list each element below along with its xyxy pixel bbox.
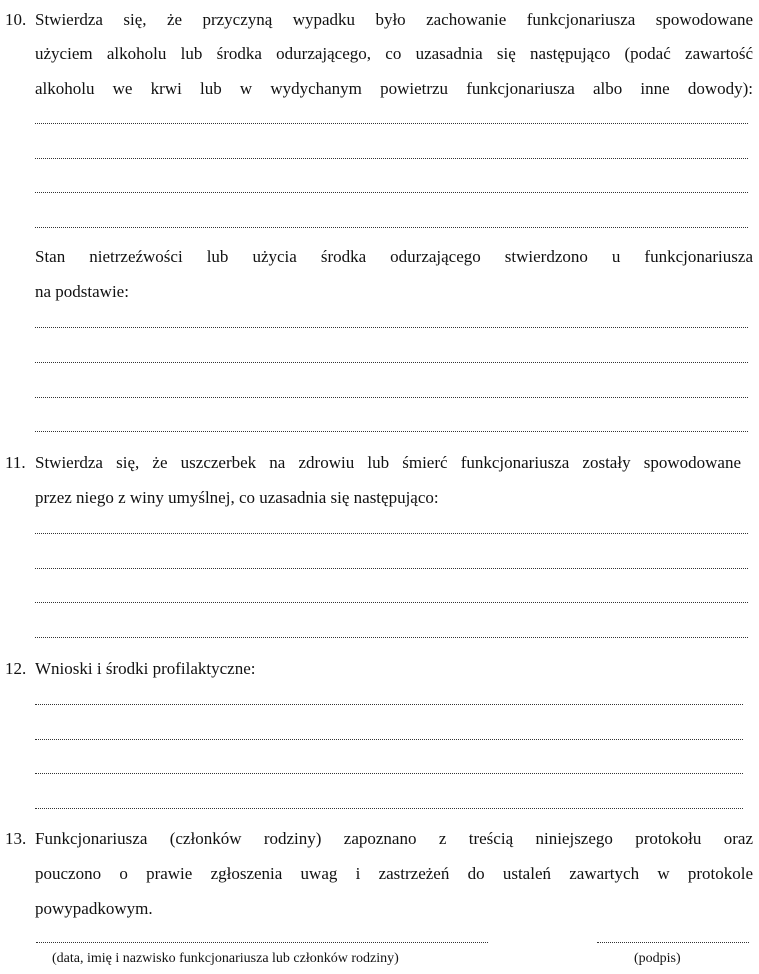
section-13-line-3: powypadkowym. <box>35 899 153 918</box>
section-10-sub-line-2: na podstawie: <box>35 282 129 301</box>
section-12-fill-line-1[interactable] <box>35 704 743 705</box>
date-name-caption: (data, imię i nazwisko funkcjonariusza lub członków rodziny) <box>52 951 399 966</box>
section-10-basis-fill-line-3[interactable] <box>35 397 748 398</box>
signature-caption: (podpis) <box>634 951 681 966</box>
section-10-number: 10. <box>5 10 27 29</box>
section-12-fill-line-2[interactable] <box>35 739 743 740</box>
section-10-basis-fill-line-2[interactable] <box>35 362 748 363</box>
section-13-line-1: Funkcjonariusza (członków rodziny) zapoznano z treścią niniejszego protokołu oraz <box>35 829 753 848</box>
section-10-fill-line-2[interactable] <box>35 158 748 159</box>
section-12-fill-line-4[interactable] <box>35 808 743 809</box>
section-10-line-1: Stwierdza się, że przyczyną wypadku było zachowanie funkcjonariusza spowodowane <box>35 10 753 29</box>
section-10-basis-fill-line-4[interactable] <box>35 431 748 432</box>
date-name-signature-line[interactable] <box>36 942 488 943</box>
section-13-line-2: pouczono o prawie zgłoszenia uwag i zastrzeżeń do ustaleń zawartych w protokole <box>35 864 753 883</box>
section-11-fill-line-3[interactable] <box>35 602 748 603</box>
section-10-fill-line-1[interactable] <box>35 123 748 124</box>
section-11-fill-line-1[interactable] <box>35 533 748 534</box>
section-10-fill-line-3[interactable] <box>35 192 748 193</box>
section-11-fill-line-4[interactable] <box>35 637 748 638</box>
section-10-sub-line-1: Stan nietrzeźwości lub użycia środka odurzającego stwierdzono u funkcjonariusza <box>35 247 753 266</box>
section-10-line-3: alkoholu we krwi lub w wydychanym powietrzu funkcjonariusza albo inne dowody): <box>35 79 753 98</box>
signature-line[interactable] <box>597 942 749 943</box>
section-12-number: 12. <box>5 659 27 678</box>
section-10-basis-fill-line-1[interactable] <box>35 327 748 328</box>
section-11-line-2: przez niego z winy umyślnej, co uzasadnia się następująco: <box>35 488 439 507</box>
section-12-fill-line-3[interactable] <box>35 773 743 774</box>
section-11-fill-line-2[interactable] <box>35 568 748 569</box>
section-10-fill-line-4[interactable] <box>35 227 748 228</box>
section-10-line-2: użyciem alkoholu lub środka odurzającego, co uzasadnia się następująco (podać zawartość <box>35 44 753 63</box>
section-11-number: 11. <box>5 453 26 472</box>
section-11-line-1: Stwierdza się, że uszczerbek na zdrowiu lub śmierć funkcjonariusza zostały spowodowane <box>35 453 741 472</box>
section-13-number: 13. <box>5 829 27 848</box>
section-12-line-1: Wnioski i środki profilaktyczne: <box>35 659 256 678</box>
